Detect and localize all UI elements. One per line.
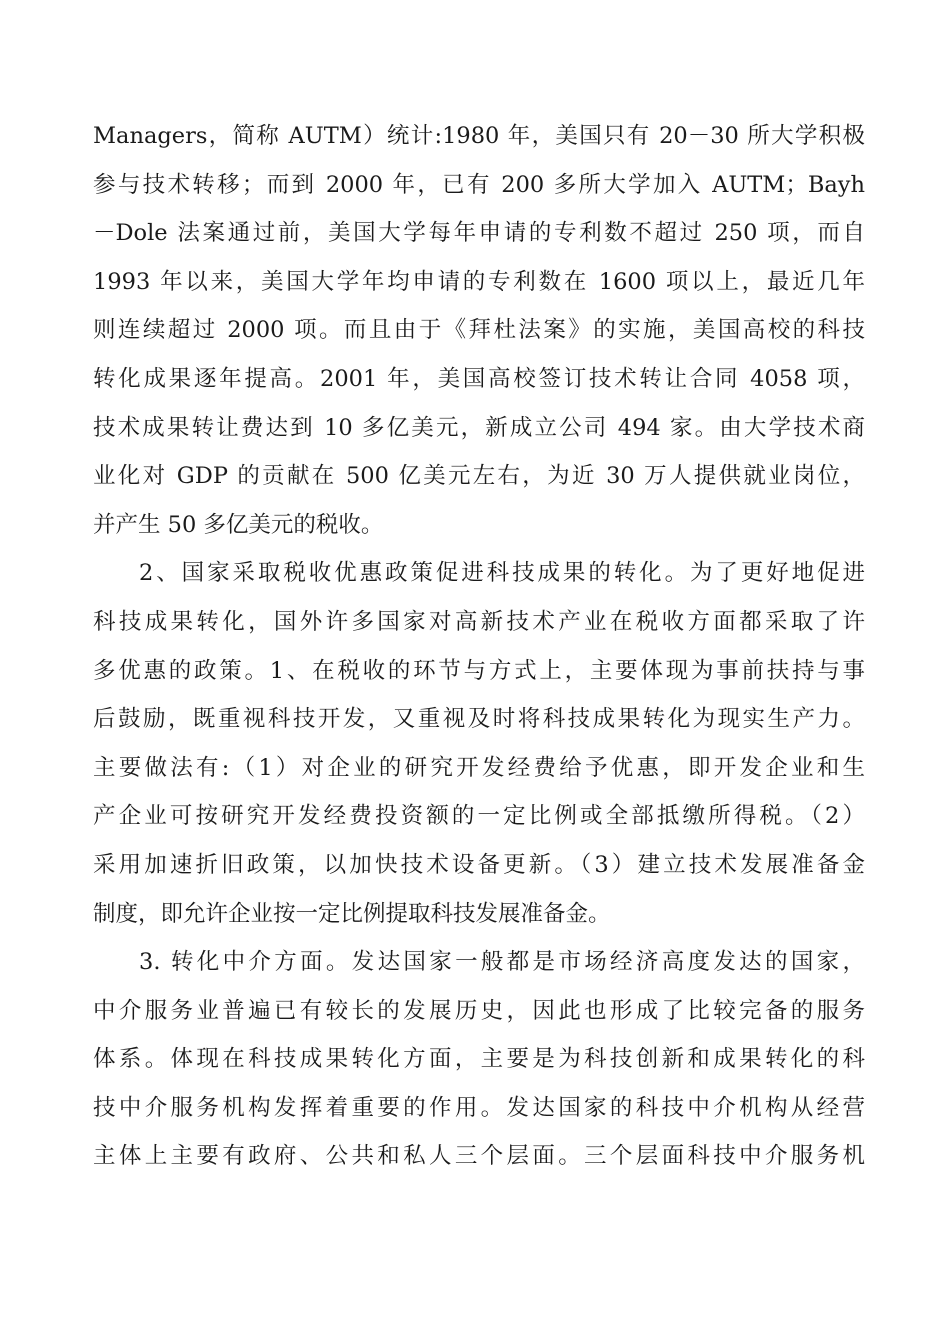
text-line: 转化成果逐年提高。2001 年，美国高校签订技术转让合同 4058 项， bbox=[93, 365, 865, 392]
text-line: Managers，简称 AUTM）统计:1980 年，美国只有 20－30 所大学积极 bbox=[93, 123, 865, 149]
text-line: 2、国家采取税收优惠政策促进科技成果的转化。为了更好地促进 bbox=[139, 560, 865, 587]
text-line: 产企业可按研究开发经费投资额的一定比例或全部抵缴所得税。（2） bbox=[93, 803, 865, 830]
text-line: 主体上主要有政府、公共和私人三个层面。三个层面科技中介服务机 bbox=[93, 1143, 865, 1170]
text-line: 并产生 50 多亿美元的税收。 bbox=[93, 511, 384, 538]
text-line: 后鼓励，既重视科技开发，又重视及时将科技成果转化为现实生产力。 bbox=[93, 706, 865, 733]
text-line: 采用加速折旧政策，以加快技术设备更新。（3）建立技术发展准备金 bbox=[93, 851, 865, 878]
text-line: 业化对 GDP 的贡献在 500 亿美元左右，为近 30 万人提供就业岗位， bbox=[93, 463, 865, 490]
paragraph-intermediary-services bbox=[93, 938, 865, 1181]
text-line: 体系。体现在科技成果转化方面，主要是为科技创新和成果转化的科 bbox=[93, 1046, 865, 1073]
paragraph-us-university-tech-transfer bbox=[93, 112, 865, 549]
paragraph-tax-incentives bbox=[93, 549, 865, 938]
text-line: 中介服务业普遍已有较长的发展历史，因此也形成了比较完备的服务 bbox=[93, 997, 865, 1024]
text-line: 技术成果转让费达到 10 多亿美元，新成立公司 494 家。由大学技术商 bbox=[93, 414, 865, 441]
text-line: 制度，即允许企业按一定比例提取科技发展准备金。 bbox=[93, 900, 611, 927]
body-text bbox=[93, 112, 865, 1181]
text-line: 则连续超过 2000 项。而且由于《拜杜法案》的实施，美国高校的科技 bbox=[93, 317, 865, 344]
text-line: 参与技术转移；而到 2000 年，已有 200 多所大学加入 AUTM；Bayh bbox=[93, 171, 865, 198]
text-line: 技中介服务机构发挥着重要的作用。发达国家的科技中介机构从经营 bbox=[93, 1094, 865, 1121]
text-line: 多优惠的政策。1、在税收的环节与方式上，主要体现为事前扶持与事 bbox=[93, 657, 865, 684]
text-line: 3. 转化中介方面。发达国家一般都是市场经济高度发达的国家， bbox=[139, 949, 865, 976]
text-line: 1993 年以来，美国大学年均申请的专利数在 1600 项以上，最近几年 bbox=[93, 268, 865, 295]
text-line: －Dole 法案通过前，美国大学每年申请的专利数不超过 250 项，而自 bbox=[93, 220, 865, 247]
text-line: 科技成果转化，国外许多国家对高新技术产业在税收方面都采取了许 bbox=[93, 608, 865, 635]
text-line: 主要做法有:（1）对企业的研究开发经费给予优惠，即开发企业和生 bbox=[93, 754, 865, 781]
